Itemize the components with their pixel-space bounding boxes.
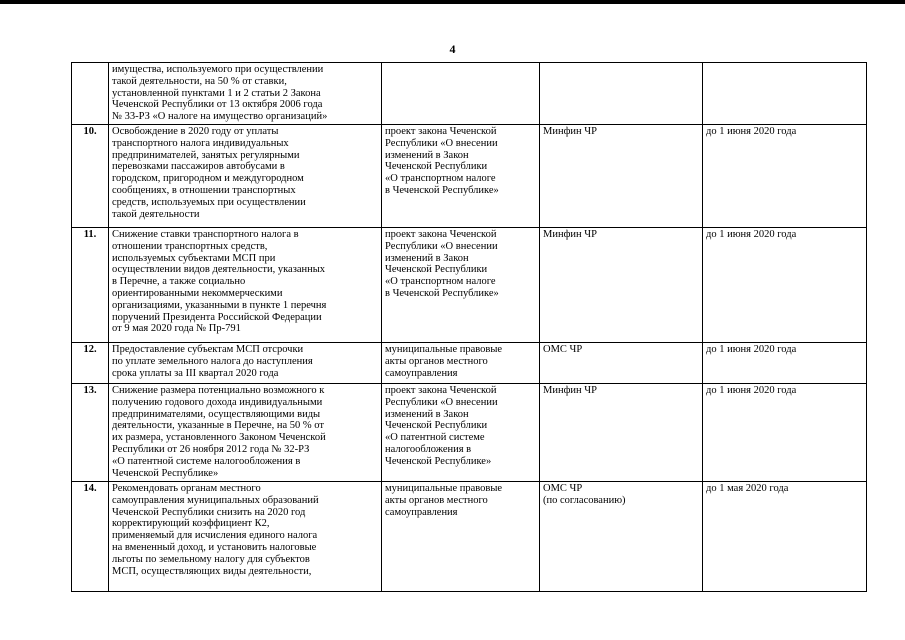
description-line: № 33-РЗ «О налоге на имущество организаций» bbox=[112, 111, 328, 123]
row-number: 11. bbox=[72, 228, 109, 343]
description-line: сообщениях, в отношении транспортных bbox=[112, 184, 296, 196]
description-line: предпринимателей, занятых регулярными bbox=[112, 149, 300, 161]
row-number bbox=[72, 63, 109, 125]
deadline: до 1 июня 2020 года bbox=[703, 343, 867, 384]
table-row bbox=[72, 343, 867, 384]
document-line: «О транспортном налоге bbox=[385, 173, 496, 185]
description-line: МСП, осуществляющих виды деятельности, bbox=[112, 565, 312, 577]
measure-description bbox=[109, 63, 382, 125]
top-border bbox=[0, 0, 905, 4]
table-row bbox=[72, 384, 867, 482]
page-number: 4 bbox=[449, 42, 456, 56]
document-line: проект закона Чеченской bbox=[385, 126, 497, 137]
measures-table bbox=[71, 62, 867, 592]
document-line: изменений в Закон bbox=[385, 252, 469, 264]
description-line: их размера, установленного Законом Чеченской bbox=[112, 432, 326, 444]
description-line: предпринимателями, осуществляющими виды bbox=[112, 408, 321, 420]
description-line: Снижение размера потенциально возможного к bbox=[112, 385, 325, 396]
legal-document bbox=[382, 384, 540, 482]
description-line: Чеченской Республики от 13 октября 2006 года bbox=[112, 99, 323, 111]
deadline bbox=[703, 63, 867, 125]
description-line: имущества, используемого при осуществлении bbox=[112, 64, 324, 75]
description-line: получению годового дохода индивидуальными bbox=[112, 396, 323, 408]
row-number: 13. bbox=[72, 384, 109, 482]
description-line: Предоставление субъектам МСП отсрочки bbox=[112, 344, 304, 355]
description-line: Освобождение в 2020 году от уплаты bbox=[112, 126, 279, 137]
description-line: перевозками пассажиров автобусами в bbox=[112, 161, 285, 173]
responsible-body bbox=[540, 482, 703, 592]
legal-document bbox=[382, 343, 540, 384]
document-line: самоуправления bbox=[385, 367, 458, 379]
responsible-line: Минфин ЧР bbox=[543, 126, 597, 137]
description-line: Республики от 26 ноября 2012 года № 32-РЗ bbox=[112, 443, 310, 455]
document-line: Чеченской Республики bbox=[385, 420, 488, 432]
responsible-body bbox=[540, 384, 703, 482]
description-line: поручений Президента Российской Федерации bbox=[112, 311, 322, 323]
document-line: проект закона Чеченской bbox=[385, 385, 497, 396]
row-number: 10. bbox=[72, 125, 109, 228]
description-line: по уплате земельного налога до наступления bbox=[112, 355, 313, 367]
deadline: до 1 июня 2020 года bbox=[703, 384, 867, 482]
row-number: 14. bbox=[72, 482, 109, 592]
legal-document bbox=[382, 63, 540, 125]
description-line: в Перечне, а также социально bbox=[112, 276, 246, 288]
description-line: самоуправления муниципальных образований bbox=[112, 494, 319, 506]
measure-description bbox=[109, 482, 382, 592]
document-line: Чеченской Республики bbox=[385, 161, 488, 173]
table-row bbox=[72, 482, 867, 592]
measure-description bbox=[109, 125, 382, 228]
document-line: Чеченской Республике» bbox=[385, 455, 492, 467]
row-number: 12. bbox=[72, 343, 109, 384]
measure-description bbox=[109, 228, 382, 343]
description-line: срока уплаты за III квартал 2020 года bbox=[112, 367, 279, 379]
document-line: проект закона Чеченской bbox=[385, 229, 497, 240]
document-line: муниципальные правовые bbox=[385, 344, 503, 355]
document-line: Республики «О внесении bbox=[385, 240, 498, 252]
responsible-body bbox=[540, 228, 703, 343]
description-line: Чеченской Республике» bbox=[112, 467, 219, 479]
description-line: такой деятельности bbox=[112, 208, 200, 220]
description-line: организациями, указанными в пункте 1 перечня bbox=[112, 299, 327, 311]
description-line: используемых субъектами МСП при bbox=[112, 252, 276, 264]
document-line: налогообложения в bbox=[385, 443, 472, 455]
description-line: городском, пригородном и междугородном bbox=[112, 173, 304, 185]
legal-document bbox=[382, 482, 540, 592]
document-line: в Чеченской Республике» bbox=[385, 287, 499, 299]
responsible-body bbox=[540, 63, 703, 125]
table-row bbox=[72, 63, 867, 125]
responsible-line: ОМС ЧР bbox=[543, 483, 583, 494]
description-line: применяемый для исчисления единого налога bbox=[112, 530, 318, 542]
description-line: отношении транспортных средств, bbox=[112, 240, 268, 252]
legal-document bbox=[382, 125, 540, 228]
description-line: такой деятельности, на 50 % от ставки, bbox=[112, 75, 287, 87]
deadline: до 1 июня 2020 года bbox=[703, 125, 867, 228]
document-line: акты органов местного bbox=[385, 355, 488, 367]
legal-document bbox=[382, 228, 540, 343]
description-line: льготы по земельному налогу для субъектов bbox=[112, 553, 310, 565]
document-line: Республики «О внесении bbox=[385, 137, 498, 149]
description-line: транспортного налога индивидуальных bbox=[112, 137, 289, 149]
document-line: Республики «О внесении bbox=[385, 396, 498, 408]
document-line: самоуправления bbox=[385, 506, 458, 518]
document-line: муниципальные правовые bbox=[385, 483, 503, 494]
deadline: до 1 июня 2020 года bbox=[703, 228, 867, 343]
document-line: «О транспортном налоге bbox=[385, 276, 496, 288]
description-line: осуществлении видов деятельности, указанных bbox=[112, 264, 326, 276]
table-row bbox=[72, 228, 867, 343]
description-line: Рекомендовать органам местного bbox=[112, 483, 261, 494]
responsible-line: ОМС ЧР bbox=[543, 344, 583, 355]
responsible-line: Минфин ЧР bbox=[543, 229, 597, 240]
description-line: Чеченской Республики снизить на 2020 год bbox=[112, 506, 306, 518]
description-line: «О патентной системе налогообложения в bbox=[112, 455, 301, 467]
description-line: от 9 мая 2020 года № Пр-791 bbox=[112, 323, 241, 335]
description-line: ориентированными некоммерческими bbox=[112, 287, 283, 299]
responsible-body bbox=[540, 343, 703, 384]
table-row bbox=[72, 125, 867, 228]
description-line: Снижение ставки транспортного налога в bbox=[112, 229, 299, 240]
description-line: средств, используемых при осуществлении bbox=[112, 196, 306, 208]
description-line: на вмененный доход, и установить налоговые bbox=[112, 541, 317, 553]
responsible-line: Минфин ЧР bbox=[543, 385, 597, 396]
responsible-line: (по согласованию) bbox=[543, 494, 626, 506]
document-line: акты органов местного bbox=[385, 494, 488, 506]
deadline: до 1 мая 2020 года bbox=[703, 482, 867, 592]
measure-description bbox=[109, 343, 382, 384]
description-line: деятельности, указанные в Перечне, на 50 % от bbox=[112, 420, 324, 432]
description-line: корректирующий коэффициент К2, bbox=[112, 518, 270, 530]
document-line: в Чеченской Республике» bbox=[385, 184, 499, 196]
description-line: установленной пунктами 1 и 2 статьи 2 Закона bbox=[112, 87, 321, 99]
document-line: «О патентной системе bbox=[385, 432, 485, 444]
document-line: Чеченской Республики bbox=[385, 264, 488, 276]
document-line: изменений в Закон bbox=[385, 149, 469, 161]
responsible-body bbox=[540, 125, 703, 228]
document-line: изменений в Закон bbox=[385, 408, 469, 420]
measure-description bbox=[109, 384, 382, 482]
